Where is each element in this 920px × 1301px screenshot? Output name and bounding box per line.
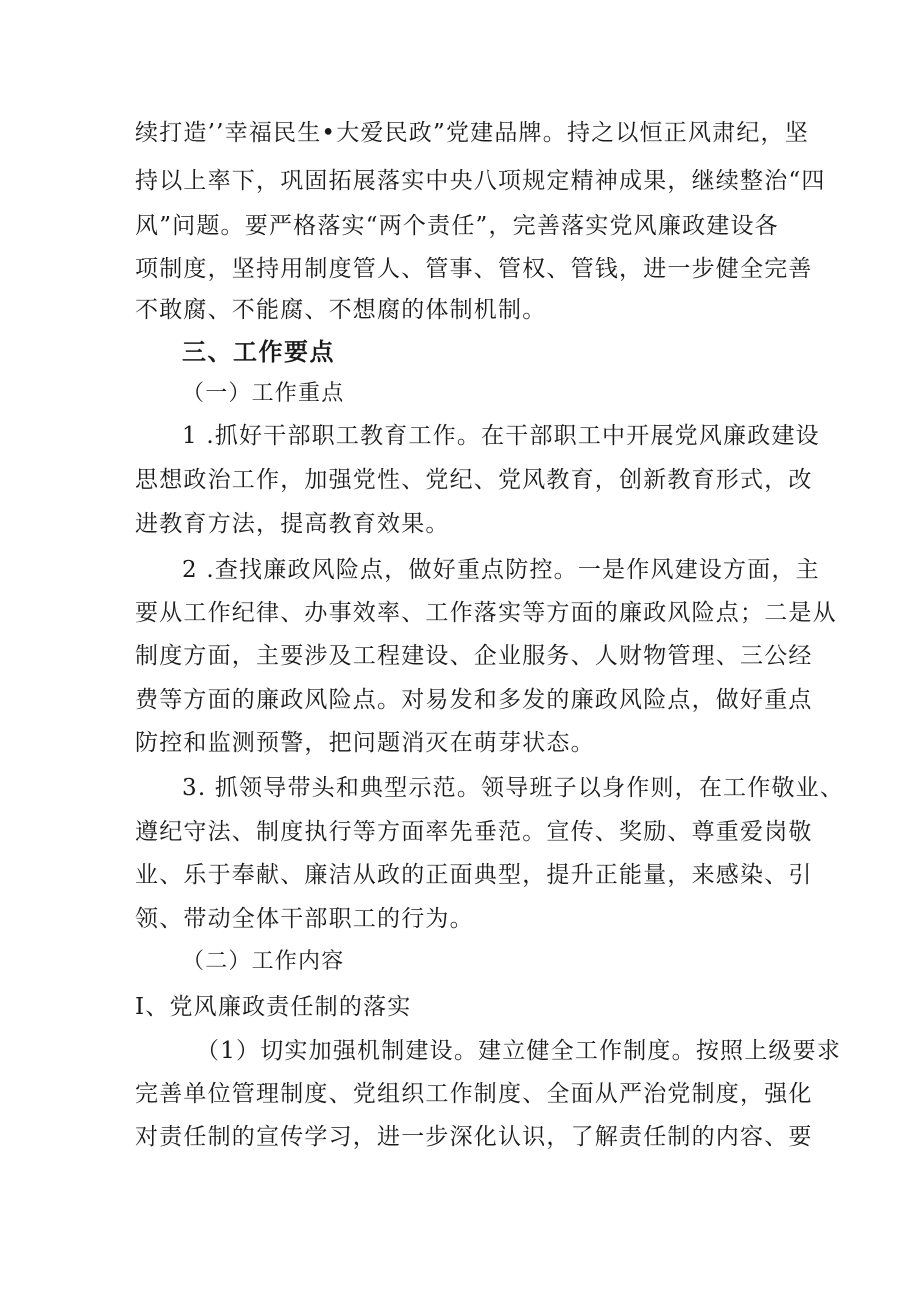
- paragraph-line: 业、乐于奉献、廉洁从政的正面典型，提升正能量，来感染、引: [135, 862, 813, 888]
- section-heading: 三、工作要点: [182, 338, 335, 366]
- subsection-heading: （二）工作内容: [182, 949, 345, 974]
- paragraph-line: 续打造’’幸福民生•大爱民政”党建品牌。持之以恒正风肃纪，坚: [135, 120, 809, 146]
- paragraph-line: 3. 抓领导带头和典型示范。领导班子以身作则，在工作敬业、: [182, 775, 845, 801]
- paragraph-line: 制度方面，主要涉及工程建设、企业服务、人财物管理、三公经: [135, 643, 813, 669]
- paragraph-line: 要从工作纪律、办事效率、工作落实等方面的廉政风险点；二是从: [135, 600, 837, 626]
- paragraph-line: 2 .查找廉政风险点，做好重点防控。一是作风建设方面，主: [182, 557, 820, 583]
- paragraph-line: 不敢腐、不能腐、不想腐的体制机制。: [135, 297, 547, 323]
- paragraph-line: 完善单位管理制度、党组织工作制度、全面从严治党制度，强化: [135, 1081, 813, 1107]
- paragraph-line: （1）切实加强机制建设。建立健全工作制度。按照上级要求: [196, 1038, 842, 1064]
- paragraph-line: 费等方面的廉政风险点。对易发和多发的廉政风险点，做好重点: [135, 687, 813, 713]
- paragraph-line: 对责任制的宣传学习，进一步深化认识，了解责任制的内容、要: [135, 1124, 813, 1150]
- paragraph-line: 持以上率下，巩固拓展落实中央八项规定精神成果，继续整治“四: [135, 168, 826, 194]
- paragraph-line: 遵纪守法、制度执行等方面率先垂范。宣传、奖励、尊重爱岗敬: [135, 819, 813, 845]
- paragraph-line: 防控和监测预警，把问题消灭在萌芽状态。: [135, 730, 595, 756]
- paragraph-line: 思想政治工作，加强党性、党纪、党风教育，创新教育形式，改: [135, 467, 813, 493]
- paragraph-line: 风”问题。要严格落实“两个责任”，完善落实党风廉政建设各: [135, 213, 779, 239]
- paragraph-line: 项制度，坚持用制度管人、管事、管权、管钱，进一步健全完善: [135, 256, 813, 282]
- paragraph-line: 领、带动全体干部职工的行为。: [135, 906, 474, 932]
- list-heading: I、党风廉政责任制的落实: [135, 994, 412, 1020]
- paragraph-line: 进教育方法，提高教育效果。: [135, 511, 450, 537]
- subsection-heading: （一）工作重点: [182, 381, 345, 406]
- paragraph-line: 1 .抓好干部职工教育工作。在干部职工中开展党风廉政建设: [182, 423, 820, 449]
